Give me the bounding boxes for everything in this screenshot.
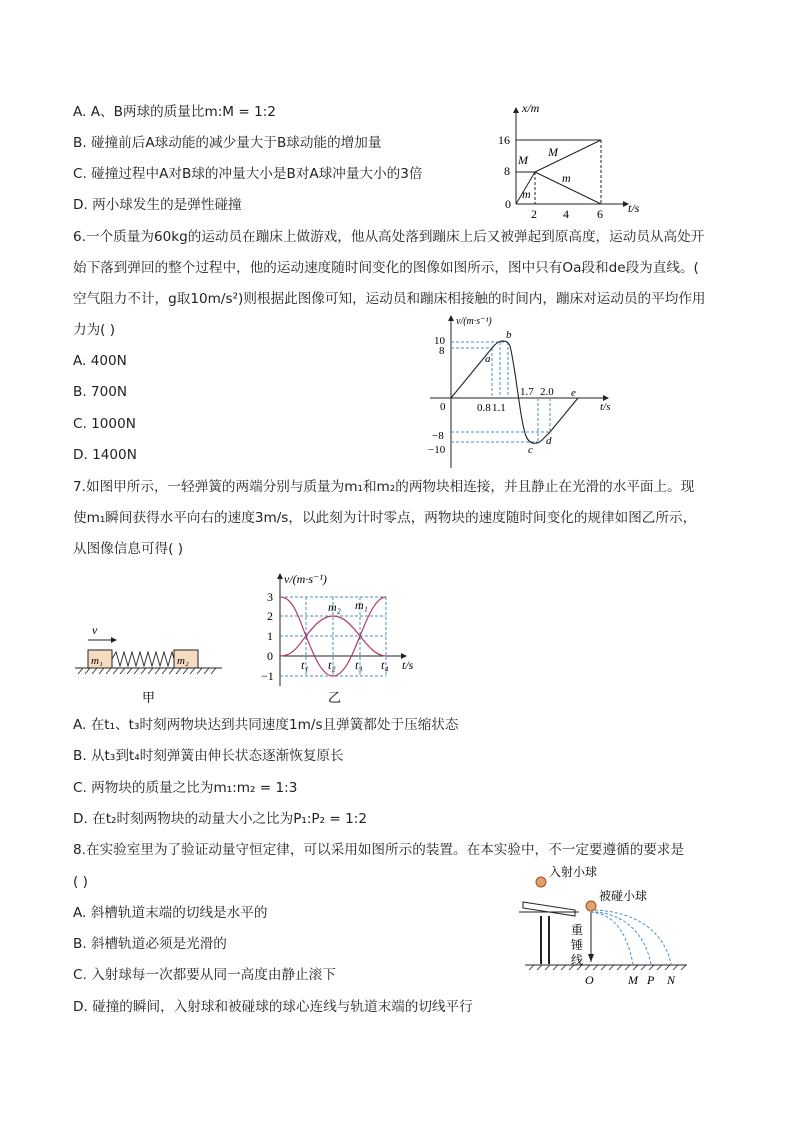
q5-label-M-before: M <box>518 153 528 167</box>
q5-y-tick-16: 16 <box>498 133 510 147</box>
q5-xt-graph <box>480 100 650 225</box>
target-ball <box>586 901 596 911</box>
chute <box>523 902 575 916</box>
q8-line-1: 8.在实验室里为了验证动量守恒定律，可以采用如图所示的装置。在本实验中，不一定要遵循的要求是 <box>73 842 685 858</box>
q5-label-M-after: M <box>548 145 558 159</box>
q8-apparatus <box>515 864 695 988</box>
q7-y-tick-3: 3 <box>267 590 273 604</box>
q7-fig-yi-label: 乙 <box>328 690 342 705</box>
q6-x-tick-1-7: 1.7 <box>520 386 534 398</box>
point-O: O <box>585 973 594 987</box>
q7-velocity-label: v <box>92 623 98 637</box>
q6-x-tick-0-8: 0.8 <box>477 402 491 414</box>
q7-x-tick-t4: t₄ <box>381 658 389 672</box>
q6-option-c: C. 1000N <box>73 416 136 432</box>
q7-y-label: v/(m·s⁻¹) <box>284 572 327 586</box>
q7-x-tick-t1: t₁ <box>301 658 309 672</box>
q6-point-a: a <box>485 353 491 365</box>
q7-line-1: 7.如图甲所示，一轻弹簧的两端分别与质量为m₁和m₂的两物块相连接，并且静止在光滑的水平面上。现 <box>73 479 695 495</box>
ground-hatch <box>78 668 216 674</box>
plumb-label-1: 重 <box>571 923 584 937</box>
q7-fig-jia-label: 甲 <box>142 690 156 705</box>
q5-origin: 0 <box>505 197 511 211</box>
q7-x-label: t/s <box>402 658 414 672</box>
q7-option-b: B. 从t₃到t₄时刻弹簧由伸长状态逐渐恢复原长 <box>73 748 344 764</box>
q7-y-tick-2: 2 <box>267 609 273 623</box>
q6-option-d: D. 1400N <box>73 447 137 463</box>
q7-x-tick-t2: t₂ <box>328 658 336 672</box>
q6-y-label: v/(m·s⁻¹) <box>456 316 492 327</box>
q7-option-c: C. 两物块的质量之比为m₁:m₂ = 1:3 <box>73 780 298 796</box>
q6-x-tick-1-1: 1.1 <box>492 402 506 414</box>
q5-option-d: D. 两小球发生的是弹性碰撞 <box>73 197 242 213</box>
q6-y-tick-8: 8 <box>439 345 445 357</box>
incident-ball-label: 入射小球 <box>549 865 598 879</box>
q6-point-e: e <box>571 387 576 399</box>
q7-y-tick-neg1: −1 <box>261 669 274 683</box>
q6-y-tick-neg8: −8 <box>432 430 444 442</box>
q7-fig-yi <box>258 568 428 710</box>
q6-point-c: c <box>528 444 533 456</box>
q5-y-label: x/m <box>522 101 540 115</box>
q8-option-b: B. 斜槽轨道必须是光滑的 <box>73 936 227 952</box>
block-m2-label: m₂ <box>177 655 189 667</box>
q5-option-a: A. A、B两球的质量比m:M = 1:2 <box>73 104 276 120</box>
q6-line-3: 空气阻力不计，g取10m/s²)则根据此图像可知，运动员和蹦床相接触的时间内，蹦床对运动员的平均作用 <box>73 291 706 307</box>
q5-label-m-before: m <box>522 187 531 201</box>
q7-line-2: 使m₁瞬间获得水平向右的速度3m/s，以此刻为计时零点，两物块的速度随时间变化的规律如图乙所示， <box>73 510 697 526</box>
q5-x-tick-2: 2 <box>531 207 537 221</box>
plumb-bob <box>588 954 594 962</box>
q5-x-label: t/s <box>628 201 640 215</box>
q7-curve-m2-label: m₂ <box>328 600 341 614</box>
q6-guides <box>451 342 550 442</box>
q5-option-b: B. 碰撞前后A球动能的减少量大于B球动能的增加量 <box>73 135 382 151</box>
q6-point-b: b <box>506 329 512 341</box>
point-P: P <box>647 973 655 987</box>
q5-label-m-after: m <box>562 171 571 185</box>
q8-option-a: A. 斜槽轨道末端的切线是水平的 <box>73 905 268 921</box>
q7-curve-m1-label: m₁ <box>355 598 368 612</box>
q6-y-tick-10: 10 <box>434 335 445 347</box>
q7-line-3: 从图像信息可得( ) <box>73 541 184 557</box>
q7-option-d: D. 在t₂时刻两物块的动量大小之比为P₁:P₂ = 1:2 <box>73 811 367 827</box>
q6-option-b: B. 700N <box>73 384 128 400</box>
q7-x-tick-t3: t₃ <box>355 658 363 672</box>
q6-line-2: 始下落到弹回的整个过程中，他的运动速度随时间变化的图像如图所示，图中只有Oa段和de段为直线。( <box>73 260 699 276</box>
q7-fig-jia <box>70 620 230 710</box>
q6-vt-graph <box>420 310 620 470</box>
q5-y-tick-8: 8 <box>504 164 510 178</box>
point-M: M <box>628 973 638 987</box>
incident-ball <box>536 877 546 887</box>
block-m1-label: m₁ <box>91 655 103 667</box>
target-ball-label: 被碰小球 <box>599 889 648 903</box>
q6-velocity-curve <box>451 341 578 443</box>
point-N: N <box>667 973 676 987</box>
q5-x-tick-6: 6 <box>597 207 603 221</box>
q6-line-1: 6.一个质量为60kg的运动员在蹦床上做游戏，他从高处落到蹦床上后又被弹起到原高度，运动员从高处开 <box>73 229 705 245</box>
q5-x-tick-4: 4 <box>563 207 569 221</box>
q5-option-c: C. 碰撞过程中A对B球的冲量大小是B对A球冲量大小的3倍 <box>73 166 423 182</box>
q5-M-after <box>535 140 601 172</box>
spring <box>112 652 178 666</box>
q6-x-label: t/s <box>600 401 611 413</box>
q6-origin: 0 <box>440 401 446 413</box>
plumb-label-2: 锤 <box>571 938 584 952</box>
q7-y-tick-1: 1 <box>267 629 273 643</box>
plumb-label-3: 线 <box>571 953 584 967</box>
q6-point-d: d <box>546 435 552 447</box>
q8-ground-hatch <box>529 965 686 970</box>
q7-y-tick-0: 0 <box>267 649 273 663</box>
q6-x-tick-2-0: 2.0 <box>540 386 554 398</box>
q6-y-tick-neg10: −10 <box>428 444 446 456</box>
q6-line-4: 力为( ) <box>73 322 116 338</box>
q8-option-d: D. 碰撞的瞬间，入射球和被碰球的球心连线与轨道末端的切线平行 <box>73 999 473 1015</box>
trajectories <box>591 910 671 964</box>
q6-option-a: A. 400N <box>73 353 127 369</box>
q8-option-c: C. 入射球每一次都要从同一高度由静止滚下 <box>73 967 336 983</box>
q7-option-a: A. 在t₁、t₃时刻两物块达到共同速度1m/s且弹簧都处于压缩状态 <box>73 717 459 733</box>
q8-line-2: ( ) <box>73 874 88 890</box>
